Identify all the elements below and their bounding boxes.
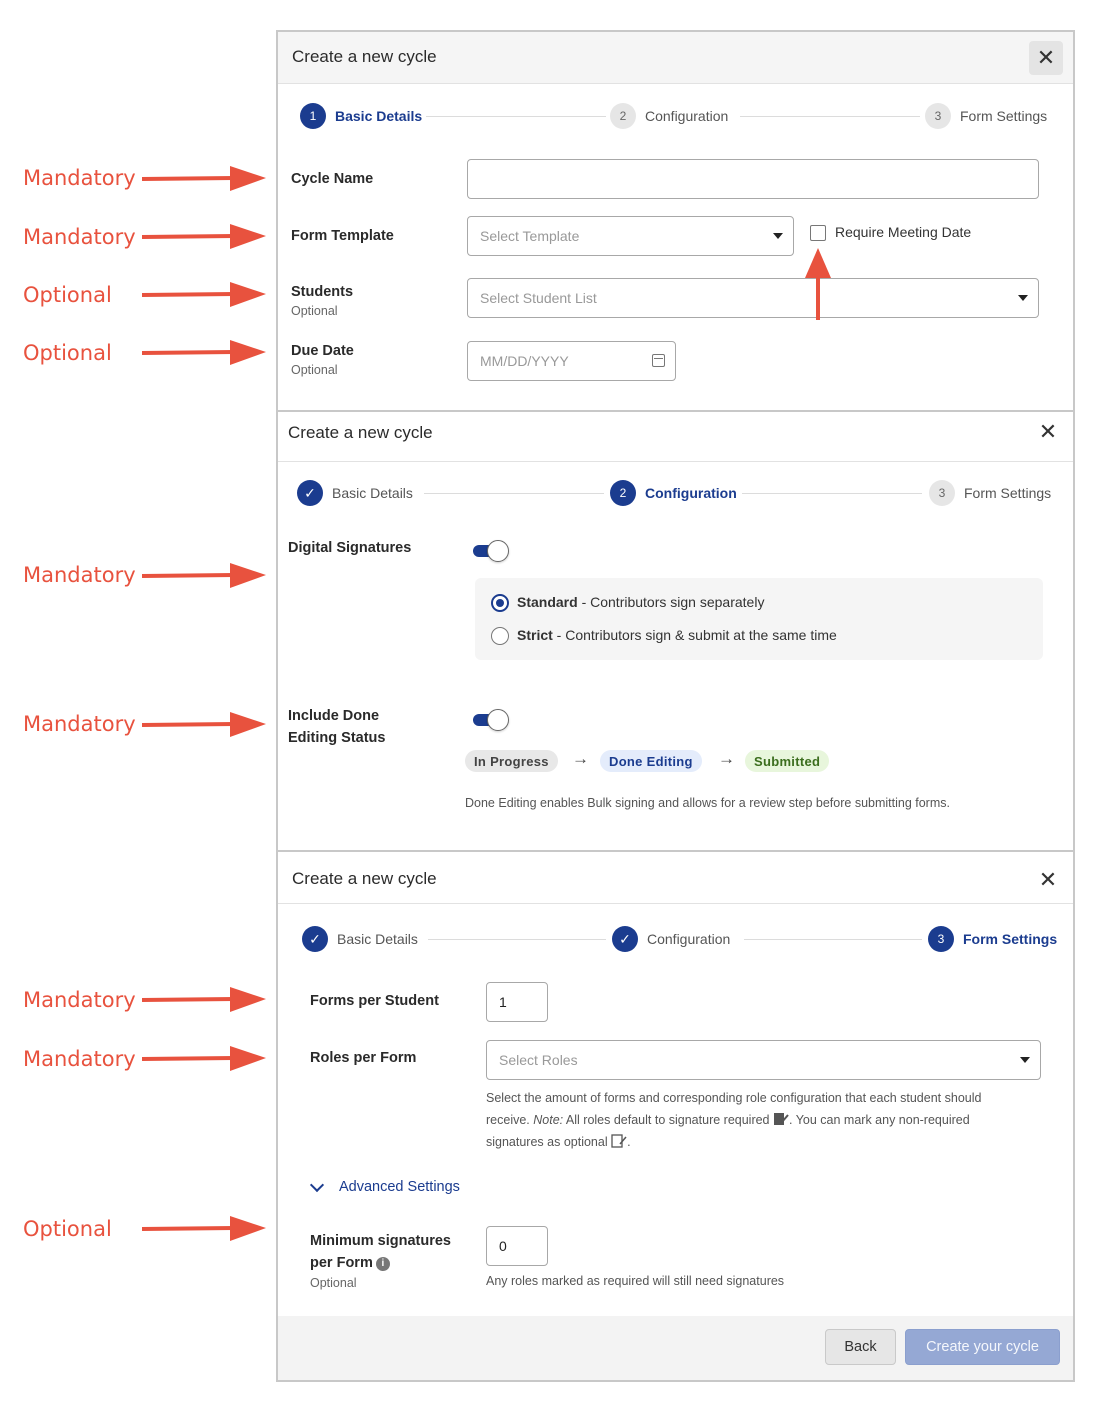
students-placeholder: Select Student List (480, 290, 597, 306)
digital-signatures-label: Digital Signatures (288, 540, 412, 556)
step-label: Basic Details (337, 931, 418, 947)
strict-option-label: Strict - Contributors sign & submit at the same time (517, 627, 837, 643)
step-basic-details[interactable] (302, 926, 418, 952)
annotation-arrow-icon (142, 339, 266, 367)
create-cycle-dialog-form-settings (276, 850, 1075, 1382)
students-optional-hint: Optional (291, 304, 338, 318)
dialog-header (278, 412, 1073, 462)
arrow-right-icon: → (572, 749, 589, 768)
create-cycle-dialog-basic-details (276, 30, 1075, 412)
step-configuration[interactable] (610, 480, 737, 506)
roles-placeholder: Select Roles (499, 1052, 578, 1068)
dialog-title: Create a new cycle (288, 423, 433, 442)
standard-radio[interactable] (491, 594, 509, 612)
caret-down-icon (1020, 1057, 1030, 1063)
step-form-settings[interactable] (929, 480, 1051, 506)
annotation-label: Mandatory (23, 225, 136, 249)
annotation-arrow-icon (142, 1045, 266, 1073)
step-divider (426, 116, 606, 117)
close-icon[interactable]: ✕ (1038, 867, 1058, 892)
checkmark-icon: ✓ (302, 926, 328, 952)
step-divider (428, 939, 606, 940)
status-pill-in-progress: In Progress (465, 750, 558, 772)
step-label: Configuration (645, 485, 737, 501)
status-pill-submitted: Submitted (745, 750, 829, 772)
due-date-input[interactable] (467, 341, 676, 381)
step-number: 3 (925, 103, 951, 129)
caret-down-icon (773, 233, 783, 239)
annotation-arrow-icon (142, 223, 266, 251)
info-icon[interactable]: i (376, 1257, 390, 1271)
chevron-down-icon[interactable] (310, 1178, 324, 1192)
step-divider (424, 493, 604, 494)
annotation-arrow-icon (142, 281, 266, 309)
step-configuration[interactable] (612, 926, 730, 952)
done-editing-label-line2: Editing Status (288, 730, 386, 746)
step-divider (742, 493, 922, 494)
dialog-header (278, 32, 1073, 84)
step-divider (740, 116, 920, 117)
step-label: Basic Details (332, 485, 413, 501)
create-cycle-button[interactable]: Create your cycle (905, 1329, 1060, 1365)
forms-per-student-label: Forms per Student (310, 993, 439, 1009)
done-editing-label-line1: Include Done (288, 708, 380, 724)
step-label: Basic Details (335, 108, 423, 124)
form-template-label: Form Template (291, 228, 394, 244)
step-label: Configuration (647, 931, 731, 947)
signature-required-icon (773, 1112, 789, 1126)
min-signatures-input[interactable]: 0 (486, 1226, 548, 1266)
step-label: Form Settings (963, 931, 1058, 947)
students-select[interactable] (467, 278, 1039, 318)
annotation-arrow-icon (142, 562, 266, 590)
dialog-footer (278, 1316, 1073, 1380)
standard-option-label: Standard - Contributors sign separately (517, 594, 765, 610)
dialog-header (278, 852, 1073, 904)
annotation-arrow-icon (142, 1215, 266, 1243)
form-template-placeholder: Select Template (480, 228, 580, 244)
annotation-label: Mandatory (23, 988, 136, 1012)
caret-down-icon (1018, 295, 1028, 301)
signature-optional-icon (611, 1134, 627, 1148)
back-button[interactable]: Back (825, 1329, 896, 1365)
require-meeting-date-checkbox[interactable] (810, 225, 826, 241)
annotation-label: Mandatory (23, 712, 136, 736)
arrow-right-icon: → (718, 749, 735, 768)
step-label: Form Settings (964, 485, 1052, 501)
due-date-label: Due Date (291, 343, 354, 359)
roles-help-text: Select the amount of forms and corresponding role configuration that each student should receive. Note: All roles default to signature required . You can mark any non-required signatures as optional . (486, 1091, 982, 1149)
create-cycle-dialog-configuration (276, 410, 1075, 852)
due-date-placeholder: MM/DD/YYYY (480, 353, 569, 369)
step-form-settings[interactable] (925, 103, 1047, 129)
strict-radio[interactable] (491, 627, 509, 645)
digital-signatures-toggle[interactable] (473, 540, 509, 562)
min-signatures-help-text: Any roles marked as required will still need signatures (486, 1274, 785, 1288)
students-label: Students (291, 284, 354, 300)
signature-mode-options (475, 578, 1043, 660)
checkmark-icon: ✓ (612, 926, 638, 952)
form-template-select[interactable] (467, 216, 794, 256)
annotation-label: Optional (23, 1217, 112, 1241)
close-icon[interactable]: ✕ (1029, 41, 1063, 75)
checkmark-icon: ✓ (297, 480, 323, 506)
done-editing-toggle[interactable] (473, 709, 509, 731)
roles-per-form-label: Roles per Form (310, 1050, 417, 1066)
step-number: 2 (610, 480, 636, 506)
dialog-title: Create a new cycle (292, 869, 437, 888)
step-number: 3 (929, 480, 955, 506)
annotation-arrow-icon (142, 711, 266, 739)
step-basic-details[interactable] (297, 480, 413, 506)
require-meeting-date-label: Require Meeting Date (835, 224, 972, 240)
annotation-label: Mandatory (23, 1047, 136, 1071)
forms-per-student-input[interactable]: 1 (486, 982, 548, 1022)
step-label: Configuration (645, 108, 729, 124)
calendar-icon[interactable] (652, 354, 665, 367)
close-icon[interactable]: ✕ (1038, 419, 1058, 444)
step-number: 2 (610, 103, 636, 129)
annotation-label: Mandatory (23, 166, 136, 190)
min-signatures-label-line1: Minimum signatures (310, 1233, 451, 1249)
step-label: Form Settings (960, 108, 1048, 124)
step-number: 1 (300, 103, 326, 129)
annotation-arrow-icon (142, 165, 266, 193)
due-date-optional-hint: Optional (291, 363, 338, 377)
done-editing-help-text: Done Editing enables Bulk signing and allows for a review step before submitting forms. (465, 796, 950, 810)
advanced-settings-toggle[interactable]: Advanced Settings (339, 1179, 460, 1195)
annotation-label: Optional (23, 341, 112, 365)
dialog-title: Create a new cycle (292, 47, 437, 66)
step-basic-details[interactable] (300, 103, 422, 129)
step-configuration[interactable] (610, 103, 728, 129)
roles-per-form-select[interactable] (486, 1040, 1041, 1080)
annotation-arrow-up-icon (803, 248, 833, 320)
min-signatures-label-line2: per Form i (310, 1255, 390, 1271)
cycle-name-label: Cycle Name (291, 171, 374, 187)
step-form-settings[interactable] (928, 926, 1057, 952)
min-signatures-optional-hint: Optional (310, 1276, 357, 1290)
annotation-label: Optional (23, 283, 112, 307)
annotation-label: Mandatory (23, 563, 136, 587)
status-pill-done-editing: Done Editing (600, 750, 702, 772)
step-number: 3 (928, 926, 954, 952)
step-divider (744, 939, 922, 940)
annotation-arrow-icon (142, 986, 266, 1014)
cycle-name-input[interactable] (467, 159, 1039, 199)
